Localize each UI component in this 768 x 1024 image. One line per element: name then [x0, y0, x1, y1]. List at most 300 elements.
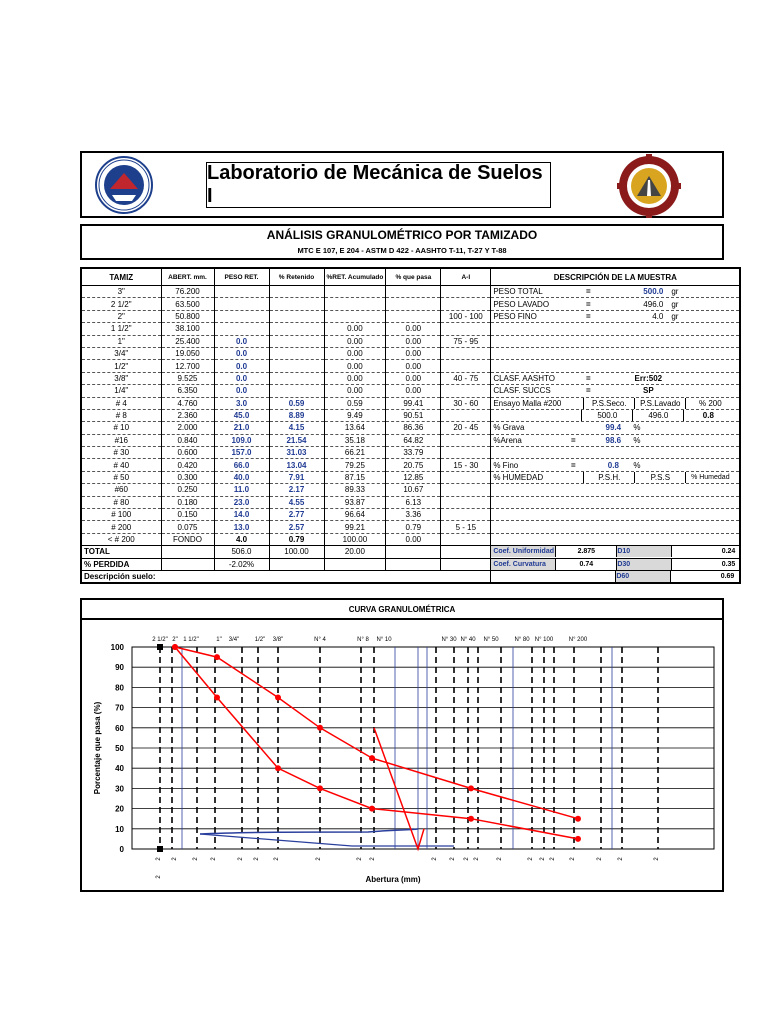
x-tick-label: 2 — [450, 857, 456, 861]
column-header: PESO RET. — [214, 268, 269, 286]
x-tick-label: 2 — [618, 857, 624, 861]
weight-retained-cell: 23.0 — [214, 496, 269, 508]
curve-point — [575, 816, 581, 822]
aashto-range-cell: 20 - 45 — [441, 422, 491, 434]
sieve-cell: 1" — [81, 335, 161, 347]
table-row — [81, 484, 740, 496]
total-retained: 100.00 — [269, 546, 324, 558]
percent-retained-cell — [269, 372, 324, 384]
grava-label: % Grava — [493, 423, 525, 433]
x-tick-label: 2 — [254, 857, 260, 861]
percent-passing-cell: 99.41 — [386, 397, 441, 409]
percent-retained-cell: 21.54 — [269, 434, 324, 446]
y-tick-label: 0 — [119, 845, 124, 854]
opening-cell: 2.360 — [161, 409, 214, 421]
x-tick-label: 2 — [550, 857, 556, 861]
description-cell — [491, 409, 741, 421]
column-header: DESCRIPCIÓN DE LA MUESTRA — [491, 268, 741, 286]
equals-sign: = — [585, 299, 591, 309]
curve-point — [468, 785, 474, 791]
sieve-cell: 3" — [81, 286, 161, 298]
weight-retained-cell: 109.0 — [214, 434, 269, 446]
x-tick-label: 2 — [497, 857, 503, 861]
y-tick-label: 50 — [115, 744, 124, 753]
y-tick-label: 20 — [115, 804, 124, 814]
percent-retained-cell: 2.57 — [269, 521, 324, 533]
humedad-label: % HUMEDAD — [493, 473, 544, 483]
p200-header: % 200 — [685, 398, 734, 409]
x-tick-label: 2 — [432, 857, 438, 861]
page-title: Laboratorio de Mecánica de Suelos I — [206, 162, 551, 208]
description-cell — [491, 347, 741, 359]
percent-passing-cell: 3.36 — [386, 509, 441, 521]
clasf-succs-label: CLASF. SUCCS — [493, 386, 551, 396]
aashto-range-cell — [441, 385, 491, 397]
percent-passing-cell: 10.67 — [386, 484, 441, 496]
sieve-label: N° 100 — [534, 637, 554, 643]
table-row — [81, 521, 740, 533]
x-tick-label: 2 — [540, 857, 546, 861]
sieve-label: 1 1/2" — [183, 637, 199, 643]
aashto-range-cell — [441, 471, 491, 483]
opening-cell: 9.525 — [161, 372, 214, 384]
curve-point — [369, 755, 375, 761]
percent-passing-cell: 0.00 — [386, 323, 441, 335]
pct-sign: % — [633, 423, 641, 433]
accumulated-cell: 9.49 — [324, 409, 386, 421]
p200-value: 0.8 — [683, 410, 732, 421]
empty-cell — [441, 546, 491, 558]
chart-box — [80, 620, 724, 892]
sieve-cell: 1/2" — [81, 360, 161, 372]
accumulated-cell: 0.00 — [324, 372, 386, 384]
sieve-cell: # 200 — [81, 521, 161, 533]
table-row — [81, 385, 740, 397]
fino-label: % Fino — [493, 460, 519, 470]
percent-passing-cell: 86.36 — [386, 422, 441, 434]
table-row — [81, 286, 740, 298]
gear-logo-icon — [617, 154, 681, 218]
percent-retained-cell — [269, 347, 324, 359]
percent-passing-cell: 0.00 — [386, 372, 441, 384]
totals-row — [81, 546, 740, 558]
clasf-succs-value: SP — [642, 386, 654, 396]
percent-passing-cell: 6.13 — [386, 496, 441, 508]
column-header: TAMIZ — [81, 268, 161, 286]
description-cell — [491, 447, 741, 459]
empty-cell — [386, 558, 441, 570]
clasf-aashto-label: CLASF. AASHTO — [493, 373, 555, 383]
header-box — [80, 151, 724, 218]
percent-retained-cell: 4.15 — [269, 422, 324, 434]
description-cell — [491, 484, 741, 496]
sieve-cell: < # 200 — [81, 533, 161, 545]
coefficient-cell — [491, 546, 741, 558]
accumulated-cell: 100.00 — [324, 533, 386, 545]
coefficient-cell — [491, 558, 741, 570]
opening-cell: 12.700 — [161, 360, 214, 372]
table-row — [81, 347, 740, 359]
sieve-label: N° 4 — [314, 637, 326, 643]
weight-retained-cell — [214, 286, 269, 298]
fino-value: 0.8 — [607, 460, 619, 470]
accumulated-cell: 89.33 — [324, 484, 386, 496]
sieve-cell: 3/4" — [81, 347, 161, 359]
aashto-range-cell: 5 - 15 — [441, 521, 491, 533]
x-tick-label: 2 — [211, 857, 217, 861]
accumulated-cell — [324, 286, 386, 298]
weight-retained-cell: 4.0 — [214, 533, 269, 545]
ps-lavado-header: P.S.Lavado — [634, 398, 685, 409]
spacer — [491, 571, 555, 582]
sieve-label: 1" — [216, 637, 222, 643]
table-row — [81, 335, 740, 347]
opening-cell: 0.180 — [161, 496, 214, 508]
weight-retained-cell: 45.0 — [214, 409, 269, 421]
curve-point — [369, 806, 375, 812]
description-cell — [491, 521, 741, 533]
column-header: % Retenido — [269, 268, 324, 286]
analysis-norms: MTC E 107, E 204 - ASTM D 422 - AASHTO T-11, T-27 Y T-88 — [297, 246, 507, 255]
x-tick-label: 2 — [474, 857, 480, 861]
percent-retained-cell: 31.03 — [269, 447, 324, 459]
unit-label: gr — [671, 287, 679, 297]
weight-retained-cell: 14.0 — [214, 509, 269, 521]
weight-retained-cell: 40.0 — [214, 471, 269, 483]
curve-point — [172, 644, 178, 650]
coefficient-value: 0.74 — [555, 559, 616, 570]
accumulated-cell: 99.21 — [324, 521, 386, 533]
column-header: A-I — [441, 268, 491, 286]
percent-retained-cell — [269, 335, 324, 347]
percent-passing-cell: 33.79 — [386, 447, 441, 459]
y-tick-label: 10 — [115, 824, 124, 834]
peso-lavado-value: 496.0 — [643, 299, 664, 309]
description-cell — [491, 335, 741, 347]
malla-label: Ensayo Malla #200 — [493, 398, 562, 408]
aashto-range-cell — [441, 323, 491, 335]
curve-point — [317, 785, 323, 791]
sieve-cell: #60 — [81, 484, 161, 496]
sieve-cell: 2 1/2" — [81, 298, 161, 310]
sieve-cell: # 10 — [81, 422, 161, 434]
percent-retained-cell — [269, 298, 324, 310]
accumulated-cell: 0.59 — [324, 397, 386, 409]
coefficient-label: Coef. Uniformidad — [493, 548, 554, 556]
x-tick-label: 2 — [357, 857, 363, 861]
description-cell — [491, 533, 741, 545]
sieve-cell: 1/4" — [81, 385, 161, 397]
curve-point — [468, 816, 474, 822]
weight-retained-cell: 0.0 — [214, 347, 269, 359]
aashto-range-cell — [441, 434, 491, 446]
x-tick-label: 2 — [528, 857, 534, 861]
x-tick-label: 2 — [193, 857, 199, 861]
x-tick-label: 2 — [238, 857, 244, 861]
accumulated-cell: 79.25 — [324, 459, 386, 471]
sieve-label: N° 80 — [514, 637, 530, 643]
d-label: D10 — [616, 546, 671, 557]
column-header: %RET. Acumulado — [324, 268, 386, 286]
equals-sign: = — [585, 386, 591, 396]
humedad-header: % Humedad — [685, 472, 734, 483]
opening-cell: 0.420 — [161, 459, 214, 471]
description-cell — [491, 323, 741, 335]
granulometry-table — [80, 267, 741, 584]
x-tick-label: 2 — [156, 857, 162, 861]
arena-value: 98.6 — [605, 435, 622, 445]
table-row — [81, 409, 740, 421]
opening-cell: 2.000 — [161, 422, 214, 434]
table-row — [81, 509, 740, 521]
table-row — [81, 310, 740, 322]
empty-cell — [269, 558, 324, 570]
percent-retained-cell — [269, 286, 324, 298]
aashto-range-cell — [441, 484, 491, 496]
x-tick-label: 2 — [570, 857, 576, 861]
percent-retained-cell: 4.55 — [269, 496, 324, 508]
sieve-label: N° 50 — [483, 637, 499, 643]
accumulated-cell: 0.00 — [324, 335, 386, 347]
description-cell — [491, 298, 741, 310]
spacer — [555, 571, 615, 582]
peso-lavado-label: PESO LAVADO — [493, 299, 550, 309]
analysis-title: ANÁLISIS GRANULOMÉTRICO POR TAMIZADO — [266, 228, 538, 242]
description-row — [81, 570, 740, 583]
d-value: 0.24 — [671, 546, 739, 557]
weight-retained-cell — [214, 310, 269, 322]
sieve-label: N° 10 — [376, 637, 392, 643]
weight-retained-cell — [214, 323, 269, 335]
psh-header: P.S.H. — [583, 472, 634, 483]
description-cell — [491, 310, 741, 322]
soil-description-label: Descripción suelo: — [81, 570, 491, 583]
loss-label: % PERDIDA — [81, 558, 161, 570]
percent-retained-cell: 2.17 — [269, 484, 324, 496]
sieve-label: 3/8" — [272, 637, 284, 643]
aashto-range-cell: 40 - 75 — [441, 372, 491, 384]
empty-cell — [441, 558, 491, 570]
table-row — [81, 372, 740, 384]
percent-retained-cell — [269, 385, 324, 397]
percent-retained-cell: 13.04 — [269, 459, 324, 471]
marker-square — [157, 644, 163, 650]
aashto-range-cell — [441, 509, 491, 521]
weight-retained-cell — [214, 298, 269, 310]
table-row — [81, 447, 740, 459]
opening-cell: 50.800 — [161, 310, 214, 322]
sieve-cell: 2" — [81, 310, 161, 322]
coefficient-value: 2.875 — [555, 546, 616, 557]
accumulated-cell — [324, 310, 386, 322]
percent-retained-cell: 7.91 — [269, 471, 324, 483]
accumulated-cell: 93.87 — [324, 496, 386, 508]
column-header: % que pasa — [386, 268, 441, 286]
sieve-cell: # 50 — [81, 471, 161, 483]
opening-cell: 0.840 — [161, 434, 214, 446]
equals-sign: = — [585, 287, 591, 297]
percent-retained-cell: 2.77 — [269, 509, 324, 521]
sieve-cell: # 40 — [81, 459, 161, 471]
loss-row — [81, 558, 740, 570]
column-header: ABERT. mm. — [161, 268, 214, 286]
weight-retained-cell: 0.0 — [214, 372, 269, 384]
weight-retained-cell: 66.0 — [214, 459, 269, 471]
ps-seco-value: 500.0 — [581, 410, 632, 421]
opening-cell: 25.400 — [161, 335, 214, 347]
x-tick-label: 2 — [597, 857, 603, 861]
sieve-label: 2" — [172, 637, 178, 643]
percent-passing-cell: 90.51 — [386, 409, 441, 421]
table-row — [81, 422, 740, 434]
table-row — [81, 397, 740, 409]
ps-seco-header: P.S.Seco. — [583, 398, 634, 409]
percent-passing-cell: 0.00 — [386, 347, 441, 359]
aashto-range-cell — [441, 409, 491, 421]
percent-retained-cell — [269, 360, 324, 372]
sieve-label: N° 8 — [357, 637, 369, 643]
equals-sign: = — [570, 460, 576, 470]
peso-fino-label: PESO FINO — [493, 311, 537, 321]
opening-cell: FONDO — [161, 533, 214, 545]
chart-title: CURVA GRANULOMÉTRICA — [80, 598, 724, 620]
accumulated-cell: 13.64 — [324, 422, 386, 434]
empty-cell — [161, 546, 214, 558]
total-weight: 506.0 — [214, 546, 269, 558]
x-tick-label: 2 — [172, 857, 178, 861]
sieve-cell: # 30 — [81, 447, 161, 459]
table-header-row — [81, 268, 740, 286]
sieve-label: 2 1/2" — [152, 637, 168, 643]
description-cell — [491, 434, 741, 446]
pct-sign: % — [633, 435, 641, 445]
total-label: TOTAL — [81, 546, 161, 558]
percent-passing-cell: 64.82 — [386, 434, 441, 446]
marker-square — [157, 846, 163, 852]
accumulated-cell: 0.00 — [324, 385, 386, 397]
sieve-label: 3/4" — [228, 637, 240, 643]
curve-line — [175, 647, 578, 839]
percent-passing-cell — [386, 298, 441, 310]
table-row — [81, 323, 740, 335]
blue-artifact-line — [200, 829, 418, 834]
aashto-range-cell — [441, 286, 491, 298]
opening-cell: 0.075 — [161, 521, 214, 533]
aashto-range-cell: 75 - 95 — [441, 335, 491, 347]
percent-passing-cell: 0.00 — [386, 360, 441, 372]
percent-retained-cell — [269, 323, 324, 335]
percent-passing-cell — [386, 310, 441, 322]
percent-passing-cell: 20.75 — [386, 459, 441, 471]
pss-header: P.S.S — [634, 472, 685, 483]
equals-sign: = — [585, 311, 591, 321]
sieve-cell: #16 — [81, 434, 161, 446]
sieve-cell: # 100 — [81, 509, 161, 521]
x-tick-label: 2 — [156, 875, 162, 879]
sieve-label: N° 30 — [441, 637, 457, 643]
accumulated-cell: 0.00 — [324, 347, 386, 359]
description-cell — [491, 459, 741, 471]
description-cell — [491, 471, 741, 483]
aashto-range-cell — [441, 447, 491, 459]
table-row — [81, 496, 740, 508]
accumulated-cell: 96.64 — [324, 509, 386, 521]
accumulated-cell — [324, 298, 386, 310]
arena-label: %Arena — [493, 435, 522, 445]
curve-point — [214, 695, 220, 701]
analysis-title-box — [80, 224, 724, 260]
empty-cell — [324, 558, 386, 570]
peso-total-label: PESO TOTAL — [493, 287, 543, 297]
table-row — [81, 434, 740, 446]
aashto-range-cell: 100 - 100 — [441, 310, 491, 322]
opening-cell: 0.250 — [161, 484, 214, 496]
table-row — [81, 533, 740, 545]
x-tick-label: 2 — [654, 857, 660, 861]
description-cell — [491, 496, 741, 508]
x-tick-label: 2 — [370, 857, 376, 861]
coefficient-cell — [491, 570, 741, 583]
y-tick-label: 100 — [110, 643, 124, 652]
y-tick-label: 60 — [115, 723, 124, 733]
table-row — [81, 298, 740, 310]
sieve-label: N° 200 — [568, 637, 588, 643]
curve-point — [575, 836, 581, 842]
description-cell — [491, 422, 741, 434]
curve-point — [214, 654, 220, 660]
description-cell — [491, 372, 741, 384]
pct-sign: % — [633, 460, 641, 470]
opening-cell: 0.600 — [161, 447, 214, 459]
opening-cell: 6.350 — [161, 385, 214, 397]
accumulated-cell: 66.21 — [324, 447, 386, 459]
description-cell — [491, 286, 741, 298]
unit-label: gr — [671, 299, 679, 309]
grava-value: 99.4 — [605, 423, 622, 433]
y-tick-label: 70 — [115, 703, 124, 713]
opening-cell: 76.200 — [161, 286, 214, 298]
loss-value: -2.02% — [214, 558, 269, 570]
percent-retained-cell: 0.79 — [269, 533, 324, 545]
sieve-cell: # 4 — [81, 397, 161, 409]
percent-passing-cell — [386, 286, 441, 298]
description-cell — [491, 360, 741, 372]
sieve-cell: 1 1/2" — [81, 323, 161, 335]
y-tick-label: 40 — [115, 764, 124, 774]
x-tick-label: 2 — [464, 857, 470, 861]
opening-cell: 19.050 — [161, 347, 214, 359]
aashto-range-cell — [441, 496, 491, 508]
d-value: 0.69 — [670, 571, 738, 582]
x-tick-label: 2 — [316, 857, 322, 861]
description-cell — [491, 385, 741, 397]
table-row — [81, 360, 740, 372]
weight-retained-cell: 3.0 — [214, 397, 269, 409]
y-tick-label: 30 — [115, 784, 124, 794]
equals-sign: = — [585, 373, 591, 383]
x-axis-label: Abertura (mm) — [365, 875, 421, 884]
opening-cell: 38.100 — [161, 323, 214, 335]
curve-point — [275, 765, 281, 771]
coefficient-label: Coef. Curvatura — [491, 559, 555, 570]
ps-lavado-value: 496.0 — [632, 410, 683, 421]
accumulated-cell: 87.15 — [324, 471, 386, 483]
aashto-range-cell — [441, 298, 491, 310]
percent-passing-cell: 0.00 — [386, 335, 441, 347]
weight-retained-cell: 0.0 — [214, 335, 269, 347]
weight-retained-cell: 157.0 — [214, 447, 269, 459]
table-row — [81, 459, 740, 471]
